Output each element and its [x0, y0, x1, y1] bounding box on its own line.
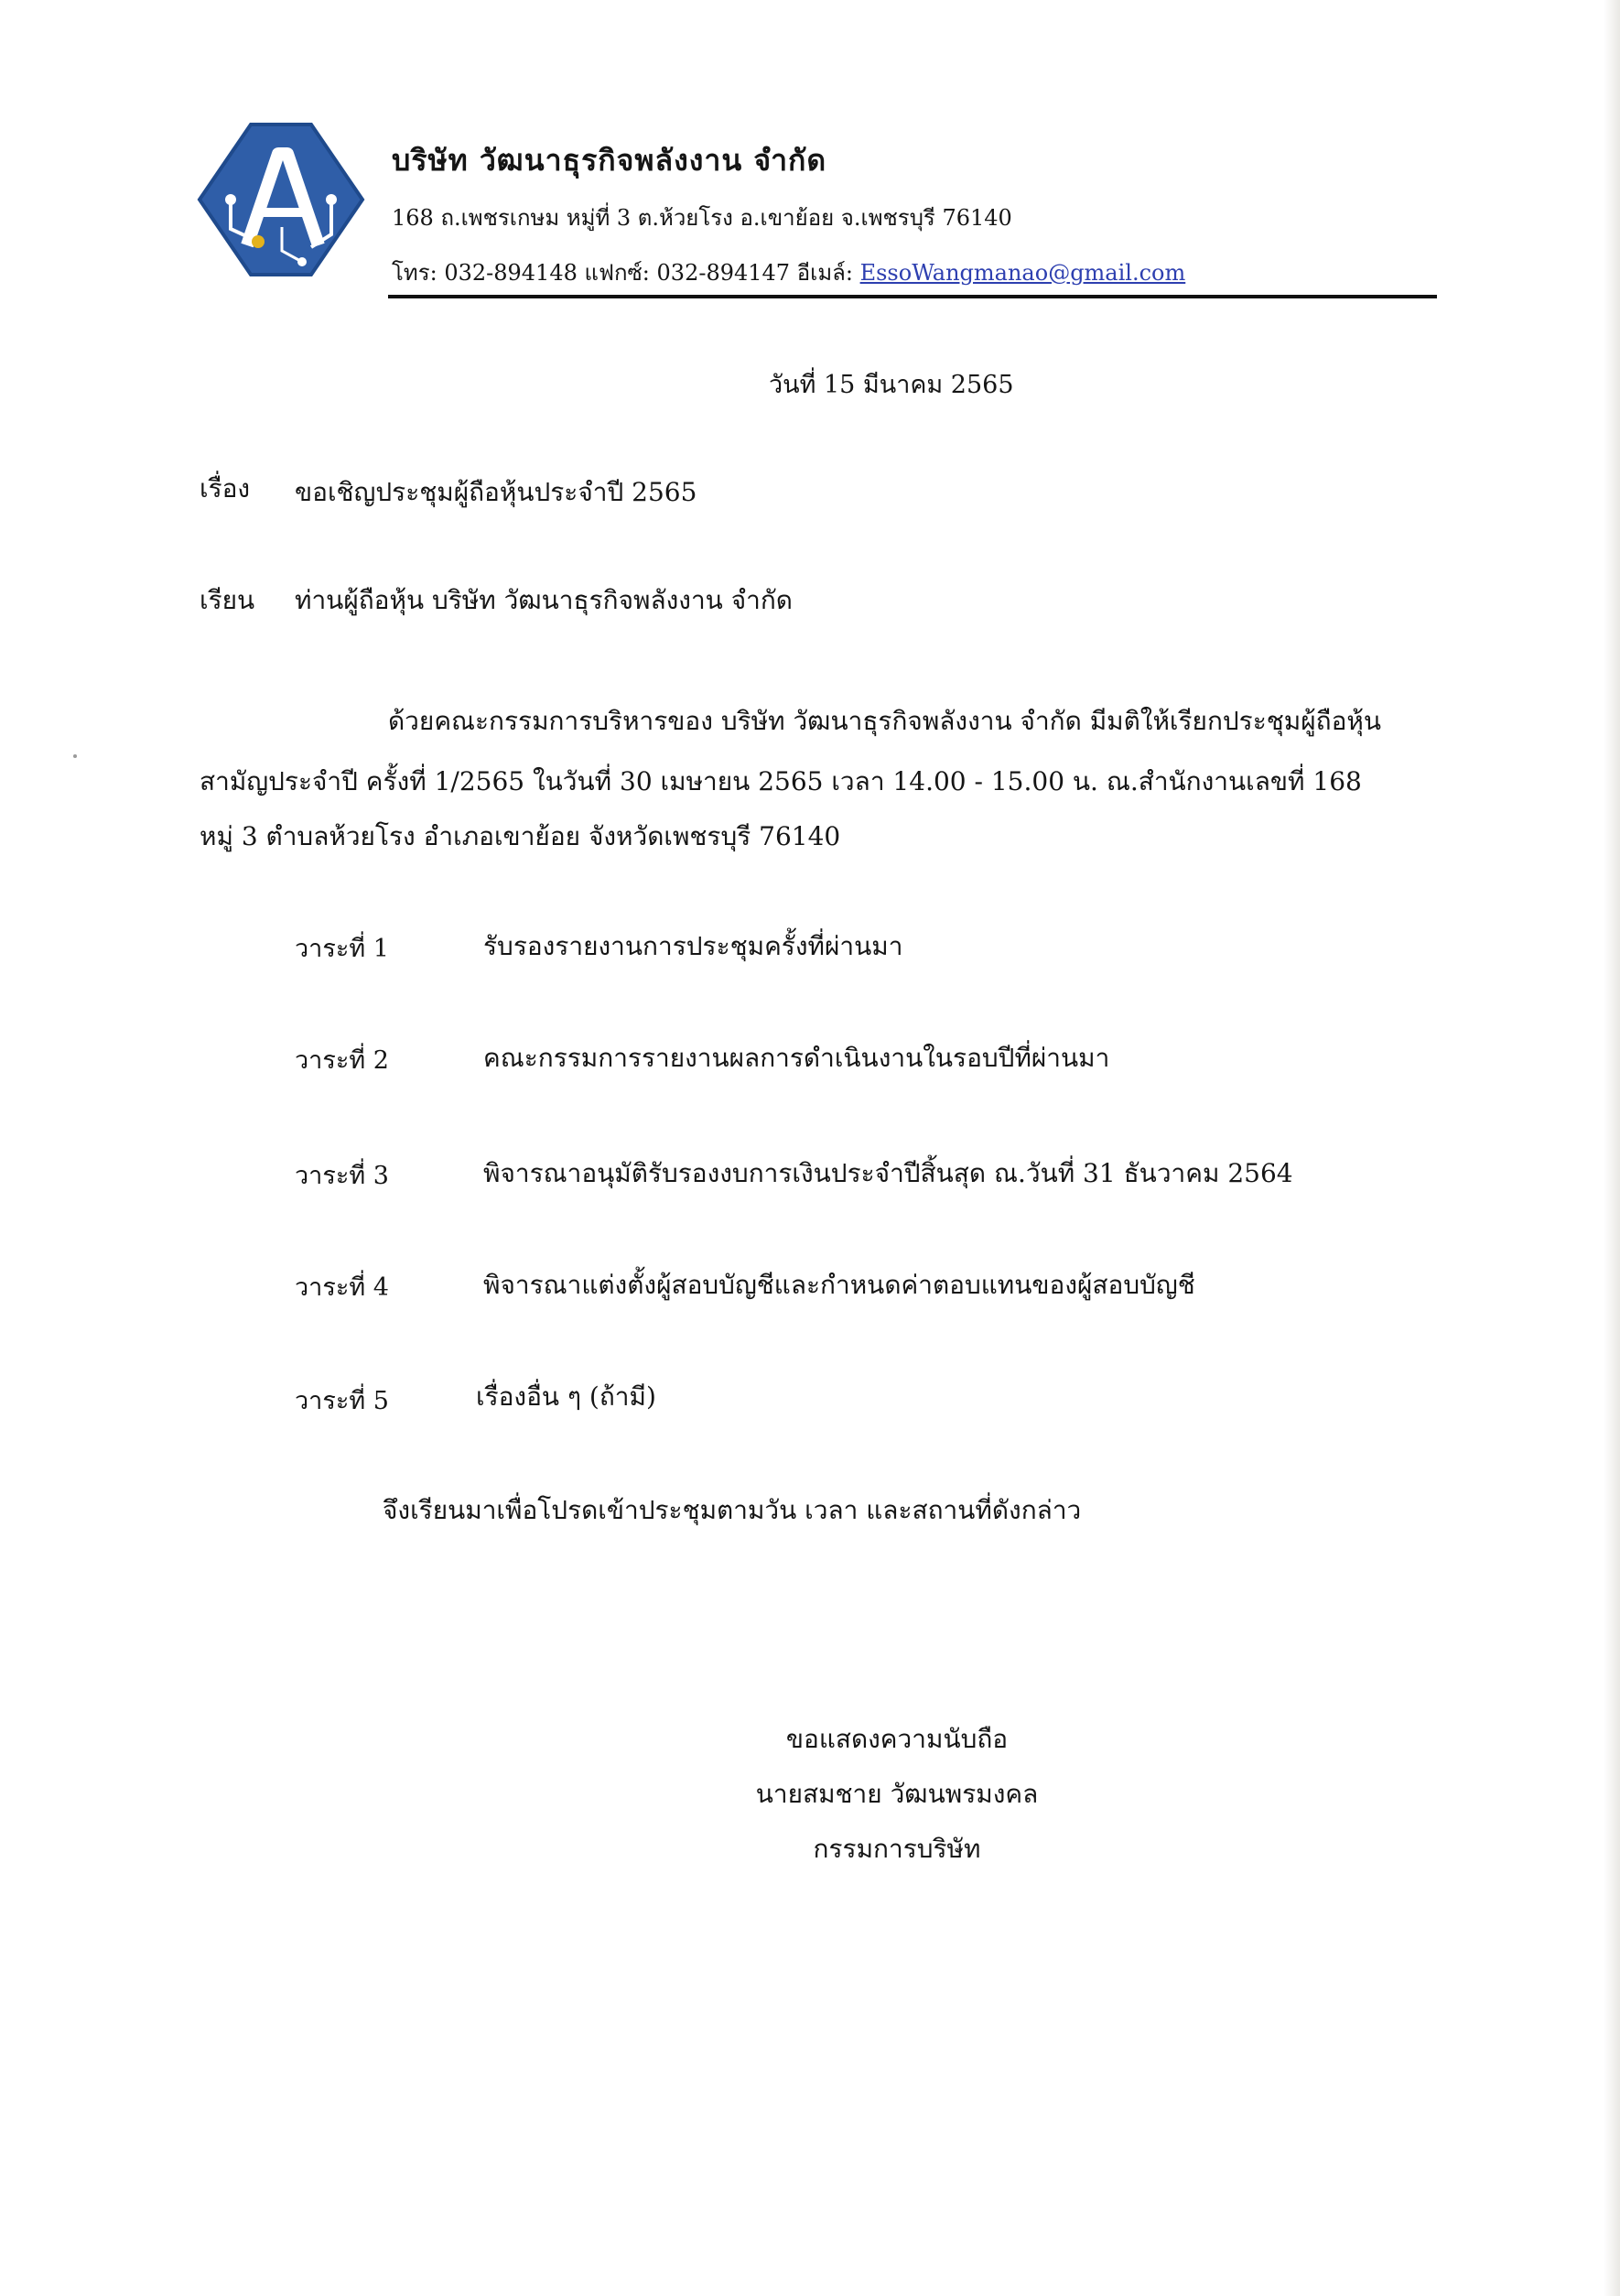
signature-name: นายสมชาย วัฒนพรมงคล [755, 1779, 1039, 1809]
page-edge-shadow [1604, 0, 1620, 2296]
phone-number: 032-894148 [444, 260, 578, 286]
subject-label: เรื่อง [200, 473, 251, 504]
fax-label: แฟกซ์: [584, 260, 650, 286]
header-divider [388, 295, 1437, 298]
agenda-label-3: วาระที่ 3 [295, 1162, 389, 1190]
company-name: บริษัท วัฒนาธุรกิจพลังงาน จำกัด [392, 143, 827, 178]
signature-regards: ขอแสดงความนับถือ [785, 1724, 1009, 1754]
body-line-2: สามัญประจำปี ครั้งที่ 1/2565 ในวันที่ 30 เมษายน 2565 เวลา 14.00 - 15.00 น. ณ.สำนักงานเลขที่ 168 [200, 766, 1362, 796]
letter-date: วันที่ 15 มีนาคม 2565 [769, 371, 1014, 399]
agenda-text-4: พิจารณาแต่งตั้งผู้สอบบัญชีและกำหนดค่าตอบแทนของผู้สอบบัญชี [483, 1270, 1195, 1300]
recipient-text: ท่านผู้ถือหุ้น บริษัท วัฒนาธุรกิจพลังงาน จำกัด [295, 585, 793, 615]
company-address: 168 ถ.เพชรเกษม หมู่ที่ 3 ต.ห้วยโรง อ.เขาย้อย จ.เพชรบุรี 76140 [392, 205, 1012, 231]
agenda-text-5: เรื่องอื่น ๆ (ถ้ามี) [476, 1381, 656, 1412]
recipient-label: เรียน [200, 585, 255, 615]
agenda-text-3: พิจารณาอนุมัติรับรองงบการเงินประจำปีสิ้นสุด ณ.วันที่ 31 ธันวาคม 2564 [483, 1158, 1293, 1188]
body-line-1: ด้วยคณะกรรมการบริหารของ บริษัท วัฒนาธุรกิจพลังงาน จำกัด มีมติให้เรียกประชุมผู้ถือหุ้น [388, 706, 1381, 736]
company-contact [392, 255, 1185, 290]
signature-position: กรรมการบริษัท [813, 1834, 981, 1864]
email-label: อีเมล์: [796, 260, 853, 286]
agenda-text-2: คณะกรรมการรายงานผลการดำเนินงานในรอบปีที่ผ่านมา [483, 1043, 1110, 1073]
agenda-label-2: วาระที่ 2 [295, 1046, 389, 1075]
company-logo-icon [194, 121, 366, 278]
agenda-label-1: วาระที่ 1 [295, 935, 389, 963]
body-line-3: หมู่ 3 ตำบลห้วยโรง อำเภอเขาย้อย จังหวัดเพชรบุรี 76140 [200, 821, 841, 851]
agenda-label-5: วาระที่ 5 [295, 1387, 389, 1415]
agenda-label-4: วาระที่ 4 [295, 1273, 389, 1302]
subject-text: ขอเชิญประชุมผู้ถือหุ้นประจำปี 2565 [295, 477, 697, 507]
paper-speck [73, 754, 77, 758]
closing-sentence: จึงเรียนมาเพื่อโปรดเข้าประชุมตามวัน เวลา และสถานที่ดังกล่าว [383, 1495, 1082, 1525]
email-link[interactable]: EssoWangmanao@gmail.com [859, 260, 1186, 286]
fax-number: 032-894147 [656, 260, 791, 286]
agenda-text-1: รับรองรายงานการประชุมครั้งที่ผ่านมา [483, 931, 903, 961]
phone-label: โทร: [392, 260, 437, 286]
